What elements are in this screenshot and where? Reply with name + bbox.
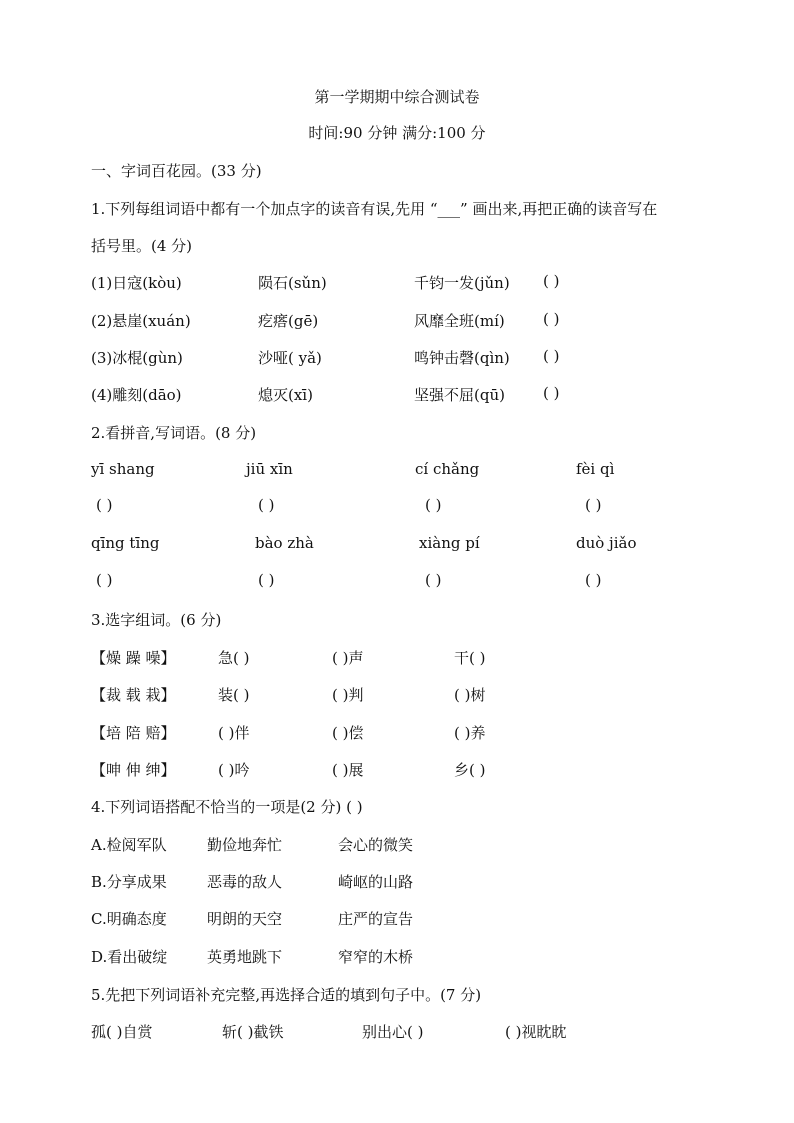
compose-blank[interactable]: ( )偿 xyxy=(332,724,364,742)
compose-blank[interactable]: 乡( ) xyxy=(454,761,486,779)
pinyin: qīng tīng xyxy=(91,534,160,552)
compose-blank[interactable]: ( )伴 xyxy=(218,724,250,742)
word-answer-blank[interactable]: ( ) xyxy=(585,571,602,589)
word-answer-blank[interactable]: ( ) xyxy=(258,571,275,589)
section-heading: 一、字词百花园。(33 分) xyxy=(91,162,262,180)
option-label[interactable]: C.明确态度 xyxy=(91,910,167,928)
compose-blank[interactable]: ( )养 xyxy=(454,724,486,742)
pinyin: fèi qì xyxy=(576,460,615,478)
page-title: 第一学期期中综合测试卷 xyxy=(314,88,480,106)
compose-blank[interactable]: 急( ) xyxy=(218,649,250,667)
option-word: 庄严的宣告 xyxy=(338,910,414,928)
compose-blank[interactable]: ( )判 xyxy=(332,686,364,704)
compose-blank[interactable]: 干( ) xyxy=(454,649,486,667)
word-answer-blank[interactable]: ( ) xyxy=(96,496,113,514)
idiom-blank[interactable]: 斩( )截铁 xyxy=(222,1023,284,1041)
pinyin: bào zhà xyxy=(255,534,314,552)
exam-time-score: 时间:90 分钟 满分:100 分 xyxy=(308,124,486,142)
option-word: 勤俭地奔忙 xyxy=(207,836,283,854)
option-word: 窄窄的木桥 xyxy=(338,948,414,966)
q1-item: 熄灭(xī) xyxy=(258,386,313,404)
q1-answer-blank[interactable]: ( ) xyxy=(543,384,560,402)
option-word: 明朗的天空 xyxy=(207,910,283,928)
compose-blank[interactable]: ( )树 xyxy=(454,686,486,704)
option-label[interactable]: B.分享成果 xyxy=(91,873,167,891)
q1-item: 坚强不屈(qū) xyxy=(414,386,505,404)
pinyin: yī shang xyxy=(91,460,155,478)
compose-blank[interactable]: ( )声 xyxy=(332,649,364,667)
option-word: 崎岖的山路 xyxy=(338,873,414,891)
pinyin: cí chǎng xyxy=(415,460,480,478)
q1-item: (3)冰棍(gùn) xyxy=(91,349,183,367)
q1-item: 陨石(sǔn) xyxy=(258,274,327,292)
option-word: 会心的微笑 xyxy=(338,836,414,854)
word-answer-blank[interactable]: ( ) xyxy=(425,571,442,589)
option-label[interactable]: D.看出破绽 xyxy=(91,948,168,966)
option-word: 英勇地跳下 xyxy=(207,948,283,966)
pinyin: xiàng pí xyxy=(419,534,480,552)
q1-prompt-line1: 1.下列每组词语中都有一个加点字的读音有误,先用 “___” 画出来,再把正确的读音写在 xyxy=(91,200,658,218)
q1-item: (1)日寇(kòu) xyxy=(91,274,182,292)
q1-item: 风靡全班(mí) xyxy=(414,312,505,330)
word-answer-blank[interactable]: ( ) xyxy=(425,496,442,514)
q1-item: 鸣钟击磬(qìn) xyxy=(414,349,510,367)
compose-blank[interactable]: 装( ) xyxy=(218,686,250,704)
char-group: 【裁 载 栽】 xyxy=(91,686,176,704)
char-group: 【培 陪 赔】 xyxy=(91,724,176,742)
idiom-blank[interactable]: 别出心( ) xyxy=(362,1023,424,1041)
pinyin: jiū xīn xyxy=(246,460,293,478)
q4-prompt: 4.下列词语搭配不恰当的一项是(2 分) ( ) xyxy=(91,798,363,816)
q1-item: (4)雕刻(dāo) xyxy=(91,386,182,404)
q1-prompt-line2: 括号里。(4 分) xyxy=(91,237,193,255)
word-answer-blank[interactable]: ( ) xyxy=(96,571,113,589)
q1-item: 千钧一发(jǔn) xyxy=(414,274,510,292)
word-answer-blank[interactable]: ( ) xyxy=(258,496,275,514)
q1-item: 疙瘩(gē) xyxy=(258,312,319,330)
compose-blank[interactable]: ( )展 xyxy=(332,761,364,779)
idiom-blank[interactable]: ( )视眈眈 xyxy=(505,1023,567,1041)
idiom-blank[interactable]: 孤( )自赏 xyxy=(91,1023,153,1041)
compose-blank[interactable]: ( )吟 xyxy=(218,761,250,779)
char-group: 【呻 伸 绅】 xyxy=(91,761,176,779)
option-label[interactable]: A.检阅军队 xyxy=(91,836,167,854)
char-group: 【燥 躁 噪】 xyxy=(91,649,176,667)
q5-prompt: 5.先把下列词语补充完整,再选择合适的填到句子中。(7 分) xyxy=(91,986,482,1004)
q1-item: (2)悬崖(xuán) xyxy=(91,312,191,330)
pinyin: duò jiǎo xyxy=(576,534,637,552)
q1-answer-blank[interactable]: ( ) xyxy=(543,310,560,328)
word-answer-blank[interactable]: ( ) xyxy=(585,496,602,514)
q1-answer-blank[interactable]: ( ) xyxy=(543,347,560,365)
q2-prompt: 2.看拼音,写词语。(8 分) xyxy=(91,424,257,442)
q1-answer-blank[interactable]: ( ) xyxy=(543,272,560,290)
q3-prompt: 3.选字组词。(6 分) xyxy=(91,611,222,629)
option-word: 恶毒的敌人 xyxy=(207,873,283,891)
q1-item: 沙哑( yǎ) xyxy=(258,349,322,367)
